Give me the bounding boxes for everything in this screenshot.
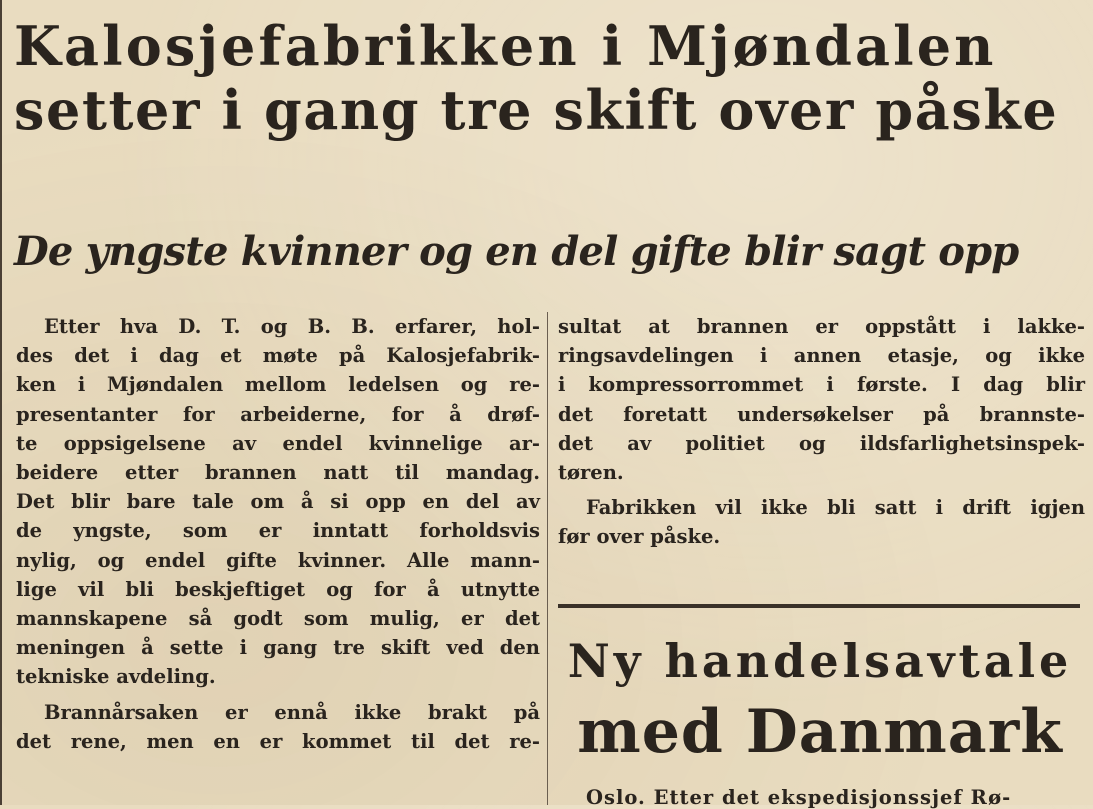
text-line: Brannårsaken er ennå ikke brakt på — [44, 700, 540, 724]
text-line: ken i Mjøndalen mellom ledelsen og re- — [16, 373, 540, 397]
text-line: Etter hva D. T. og B. B. erfarer, hol- — [44, 315, 540, 338]
text-line: mannskapene så godt som mulig, er det — [16, 607, 540, 631]
second-article-headline — [560, 630, 1080, 772]
text-line: det foretatt undersøkelser på brannste- — [558, 402, 1085, 426]
text-line: lige vil bli beskjeftiget og for å utnytte — [16, 577, 540, 601]
text-line: beidere etter brannen natt til mandag. — [16, 461, 540, 485]
text-line: før over påske. — [558, 525, 721, 549]
second-article-body-start: Oslo. Etter det ekspedisjonssjef Rø- — [586, 786, 1012, 809]
text-line: tekniske avdeling. — [16, 665, 216, 689]
headline-line-1: Kalosjefabrikken i Mjøndalen — [14, 14, 997, 78]
text-line: det rene, men en er kommet til det re- — [16, 729, 540, 753]
text-line: tøren. — [558, 461, 624, 485]
column-divider — [547, 312, 548, 805]
subheadline: De yngste kvinner og en del gifte blir sagt opp — [14, 228, 1019, 275]
headline-line-2: setter i gang tre skift over påske — [14, 78, 1059, 142]
text-line: te oppsigelsene av endel kvinnelige ar- — [16, 431, 540, 455]
text-line: meningen å sette i gang tre skift ved den — [16, 636, 540, 660]
second-headline-line-2: med Danmark — [577, 697, 1063, 767]
text-line: sultat at brannen er oppstått i lakke- — [558, 315, 1085, 338]
text-line: det av politiet og ildsfarlighetsinspek- — [558, 431, 1085, 455]
text-line: i kompressorrommet i første. I dag blir — [558, 373, 1085, 397]
article-column-right — [558, 312, 1085, 552]
article-column-left — [16, 312, 540, 756]
text-line: presentanter for arbeiderne, for å drøf- — [16, 402, 540, 426]
second-headline-line-1: Ny handelsavtale — [567, 634, 1073, 688]
text-line: de yngste, som er inntatt forholdsvis — [16, 519, 540, 543]
column-rule-left — [0, 0, 2, 805]
text-line: Det blir bare tale om å si opp en del av — [16, 490, 540, 514]
text-line: des det i dag et møte på Kalosjefabrik- — [16, 344, 540, 368]
text-line: Fabrikken vil ikke bli satt i drift igjen — [586, 496, 1085, 520]
text-line: nylig, og endel gifte kvinner. Alle mann- — [16, 548, 540, 572]
main-headline — [14, 14, 1089, 142]
article-separator-rule — [558, 604, 1080, 608]
text-line: ringsavdelingen i annen etasje, og ikke — [558, 344, 1085, 368]
